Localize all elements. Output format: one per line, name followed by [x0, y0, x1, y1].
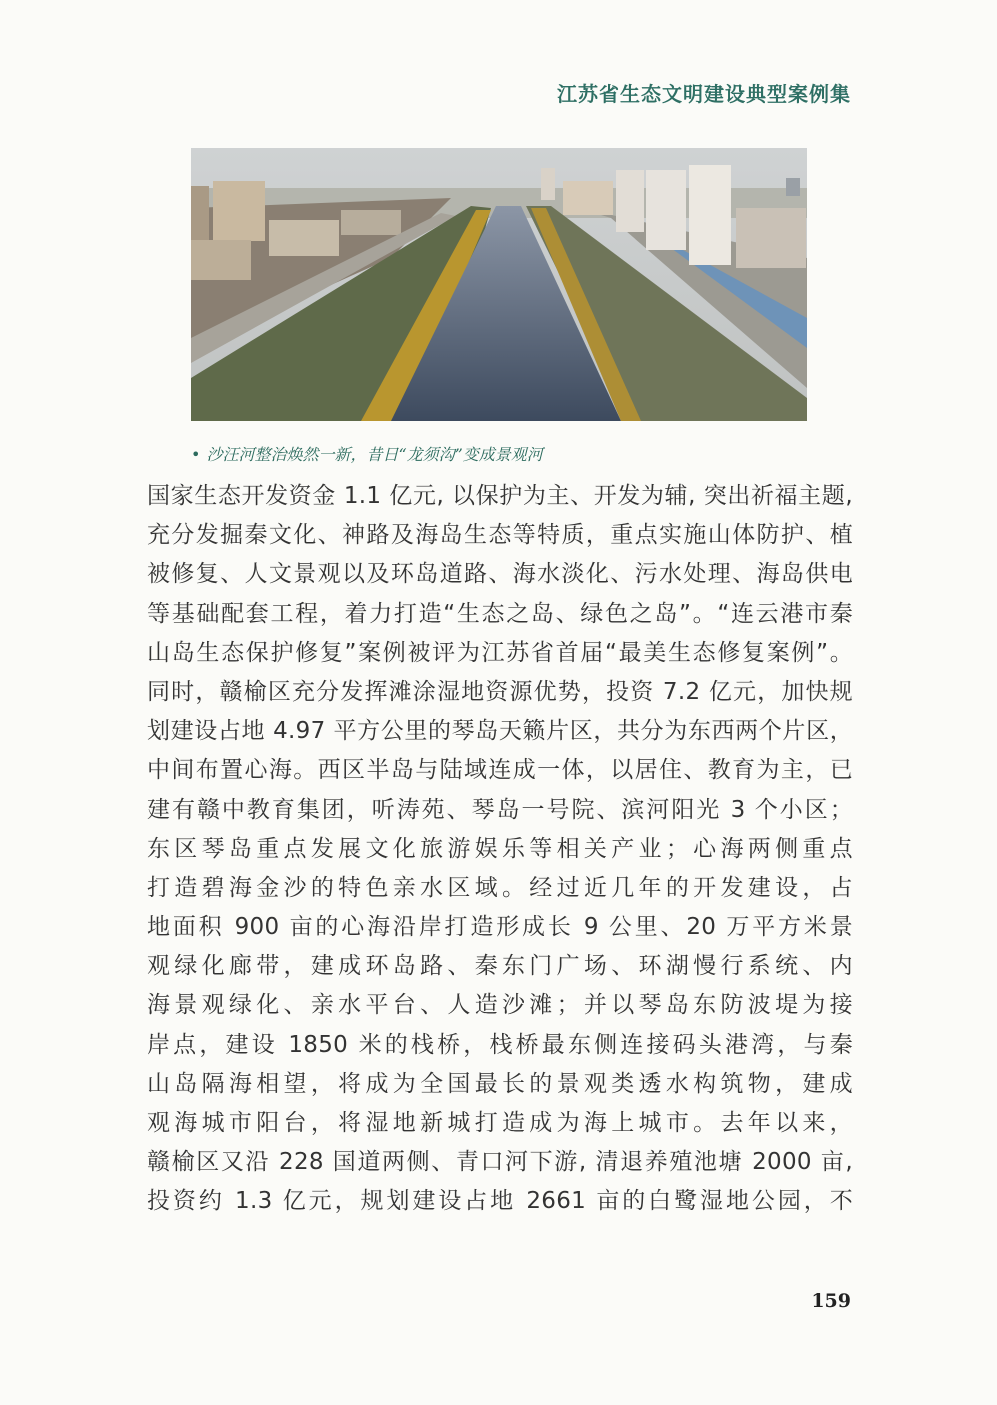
body-paragraph [147, 477, 853, 1222]
body-line: 地面积 900 亩的心海沿岸打造形成长 9 公里、20 万平方米景 [147, 914, 853, 941]
body-line: 东区琴岛重点发展文化旅游娱乐等相关产业；心海两侧重点 [147, 835, 853, 862]
body-line: 海景观绿化、亲水平台、人造沙滩；并以琴岛东防波堤为接 [147, 992, 853, 1019]
body-line: 山岛隔海相望，将成为全国最长的景观类透水构筑物，建成 [147, 1070, 853, 1097]
body-line: 打造碧海金沙的特色亲水区域。经过近几年的开发建设，占 [147, 874, 853, 901]
body-line: 赣榆区又沿 228 国道两侧、青口河下游, 清退养殖池塘 2000 亩, [147, 1149, 853, 1176]
body-line: 充分发掘秦文化、神路及海岛生态等特质，重点实施山体防护、植 [147, 522, 853, 549]
caption-bullet: • [191, 445, 201, 464]
body-line: 山岛生态保护修复”案例被评为江苏省首届“最美生态修复案例”。 [147, 639, 853, 666]
body-line: 划建设占地 4.97 平方公里的琴岛天籁片区，共分为东西两个片区， [147, 718, 853, 745]
body-line: 同时，赣榆区充分发挥滩涂湿地资源优势，投资 7.2 亿元，加快规 [147, 678, 853, 705]
river-aerial-photo [191, 148, 807, 421]
body-line: 建有赣中教育集团，听涛苑、琴岛一号院、滨河阳光 3 个小区； [147, 796, 853, 823]
body-line: 岸点，建设 1850 米的栈桥，栈桥最东侧连接码头港湾，与秦 [147, 1031, 853, 1058]
figure-caption [191, 442, 543, 465]
body-line: 观绿化廊带，建成环岛路、秦东门广场、环湖慢行系统、内 [147, 953, 853, 980]
body-line: 等基础配套工程，着力打造“生态之岛、绿色之岛”。“连云港市秦 [147, 600, 853, 627]
body-line: 国家生态开发资金 1.1 亿元, 以保护为主、开发为辅, 突出祈福主题, [147, 483, 853, 509]
page-number: 159 [811, 1290, 851, 1312]
body-line: 投资约 1.3 亿元，规划建设占地 2661 亩的白鹭湿地公园，不 [147, 1188, 853, 1215]
body-line: 中间布置心海。西区半岛与陆域连成一体，以居住、教育为主，已 [147, 757, 853, 784]
body-line: 观海城市阳台，将湿地新城打造成为海上城市。去年以来， [147, 1110, 853, 1136]
body-line: 被修复、人文景观以及环岛道路、海水淡化、污水处理、海岛供电 [147, 561, 853, 588]
running-header-title: 江苏省生态文明建设典型案例集 [557, 82, 851, 106]
river-photo-illustration [191, 148, 807, 421]
caption-text: 沙汪河整治焕然一新，昔日“龙须沟”变成景观河 [206, 445, 543, 464]
